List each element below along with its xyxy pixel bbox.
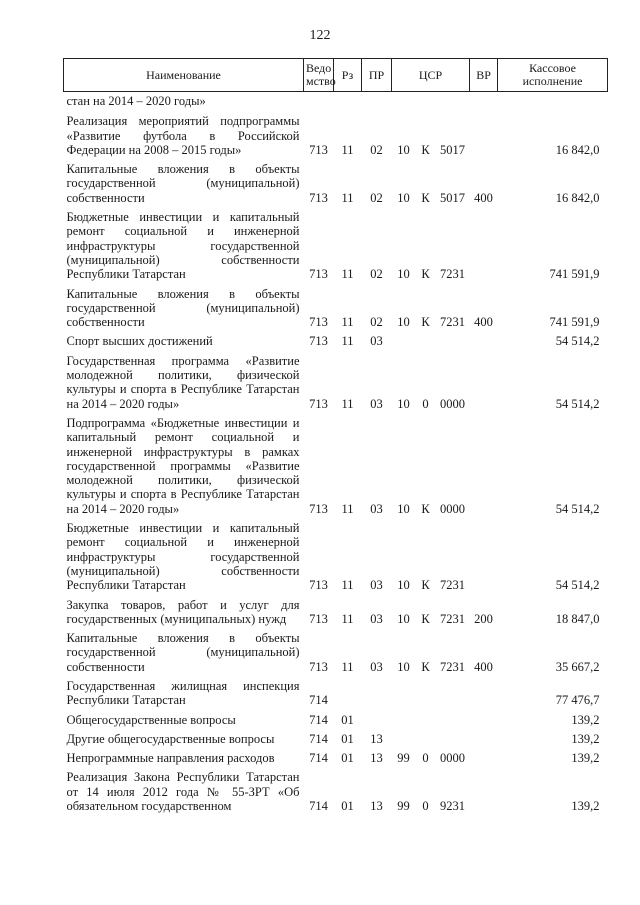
table-row	[64, 631, 608, 679]
row-name: Бюджетные инвестиции и капитальный ремонт социальной и инженерной инфраструктуры государственной (муниципальной) собственности Республики Татарстан	[66, 210, 300, 282]
row-amount: 16 842,0	[555, 142, 600, 157]
row-amount: 54 514,2	[555, 578, 600, 593]
table-row	[64, 679, 608, 713]
row-pr: 02	[370, 315, 383, 330]
row-name: Спорт высших достижений	[66, 334, 213, 349]
row-csr-program: 10	[397, 611, 410, 626]
row-vr: 400	[474, 190, 493, 205]
row-amount: 54 514,2	[555, 501, 600, 516]
row-amount: 741 591,9	[549, 315, 600, 330]
row-vr: 400	[474, 315, 493, 330]
table-row	[64, 162, 608, 210]
row-ved: 713	[309, 578, 328, 593]
row-pr: 03	[370, 334, 383, 349]
row-amount: 54 514,2	[555, 396, 600, 411]
table-header-row	[64, 59, 608, 92]
row-name: Капитальные вложения в объекты государственной (муниципальной) собственности	[66, 286, 300, 330]
row-amount: 139,2	[571, 712, 600, 727]
row-rz: 11	[341, 267, 354, 282]
row-csr-program: 99	[397, 799, 410, 814]
row-csr-subprogram: К	[421, 578, 430, 593]
row-csr-subprogram	[416, 713, 436, 732]
row-csr-program	[392, 713, 416, 732]
row-amount: 139,2	[571, 731, 600, 746]
row-rz: 11	[341, 396, 354, 411]
row-ved: 713	[309, 611, 328, 626]
row-ved: 713	[309, 334, 328, 349]
row-csr-direction: 9231	[440, 799, 466, 814]
row-name: Закупка товаров, работ и услуг для государственных (муниципальных) нужд	[66, 597, 300, 626]
row-ved: 713	[309, 267, 328, 282]
header-amount: Кассовое исполнение	[498, 59, 608, 92]
row-name: Общегосударственные вопросы	[66, 712, 236, 727]
row-vr: 400	[474, 659, 493, 674]
row-csr-direction	[436, 679, 470, 713]
row-vr	[470, 751, 498, 770]
row-amount: 18 847,0	[555, 611, 600, 626]
row-rz: 01	[341, 751, 354, 766]
table-row	[64, 770, 608, 818]
row-csr-program: 10	[397, 267, 410, 282]
row-csr-subprogram: 0	[422, 799, 429, 814]
row-csr-subprogram	[416, 92, 436, 115]
row-ved: 713	[309, 315, 328, 330]
row-csr-subprogram: К	[421, 501, 430, 516]
row-csr-program: 10	[397, 659, 410, 674]
row-rz: 11	[341, 578, 354, 593]
row-csr-subprogram: К	[421, 315, 430, 330]
row-ved: 714	[309, 799, 328, 814]
row-amount: 741 591,9	[549, 267, 600, 282]
row-csr-program	[392, 92, 416, 115]
table-row	[64, 713, 608, 732]
row-pr: 03	[370, 578, 383, 593]
row-vr	[470, 416, 498, 521]
row-pr: 13	[370, 731, 383, 746]
row-pr: 13	[370, 799, 383, 814]
row-csr-direction: 7231	[440, 267, 466, 282]
table-row	[64, 92, 608, 115]
row-rz: 11	[341, 315, 354, 330]
table-row	[64, 732, 608, 751]
row-ved: 714	[309, 712, 328, 727]
row-name: Капитальные вложения в объекты государственной (муниципальной) собственности	[66, 162, 300, 205]
row-vr	[470, 521, 498, 597]
row-amount: 54 514,2	[555, 334, 600, 349]
table-row	[64, 598, 608, 632]
row-rz: 11	[341, 142, 354, 157]
row-pr	[362, 679, 392, 713]
row-rz: 01	[341, 731, 354, 746]
row-csr-direction: 7231	[440, 659, 466, 674]
row-csr-program	[392, 679, 416, 713]
table-row	[64, 334, 608, 353]
row-pr: 03	[370, 501, 383, 516]
row-csr-subprogram	[416, 732, 436, 751]
header-name: Наименование	[64, 59, 304, 92]
table-row	[64, 287, 608, 335]
row-rz: 11	[341, 659, 354, 674]
row-rz: 11	[341, 334, 354, 349]
row-name: Государственная программа «Развитие молодежной политики, физической культуры и спорта в Республике Татарстан на 2014 – 2020 годы»	[66, 353, 300, 411]
row-vr	[470, 679, 498, 713]
row-amount: 35 667,2	[555, 659, 600, 674]
row-csr-subprogram: 0	[422, 396, 429, 411]
header-pr: ПР	[362, 59, 392, 92]
row-ved: 713	[309, 659, 328, 674]
row-ved: 713	[309, 142, 328, 157]
row-rz: 01	[341, 799, 354, 814]
row-pr: 02	[370, 142, 383, 157]
row-amount: 139,2	[571, 799, 600, 814]
table-row	[64, 210, 608, 286]
budget-execution-table	[63, 58, 608, 818]
header-ved: Ведо мство	[304, 59, 334, 92]
row-name: Непрограммные направления расходов	[66, 751, 275, 766]
row-rz: 11	[341, 611, 354, 626]
table-row	[64, 416, 608, 521]
row-vr	[470, 210, 498, 286]
row-rz: 01	[341, 712, 354, 727]
header-rz: Рз	[334, 59, 362, 92]
row-pr	[362, 92, 392, 115]
row-vr: 200	[474, 611, 493, 626]
row-name: Капитальные вложения в объекты государственной (муниципальной) собственности	[66, 631, 300, 674]
table-row	[64, 521, 608, 597]
row-csr-subprogram: К	[421, 611, 430, 626]
row-vr	[470, 92, 498, 115]
row-csr-program	[392, 732, 416, 751]
row-pr: 03	[370, 659, 383, 674]
row-rz	[334, 679, 362, 713]
row-csr-direction	[436, 334, 470, 353]
row-csr-direction: 7231	[440, 578, 466, 593]
row-rz: 11	[341, 501, 354, 516]
row-ved: 713	[309, 501, 328, 516]
header-csr: ЦСР	[392, 59, 470, 92]
table-row	[64, 114, 608, 162]
row-csr-direction	[436, 732, 470, 751]
row-vr	[470, 334, 498, 353]
row-csr-subprogram	[416, 679, 436, 713]
row-pr: 03	[370, 611, 383, 626]
row-csr-direction: 7231	[440, 315, 466, 330]
row-amount: 139,2	[571, 751, 600, 766]
table-row	[64, 751, 608, 770]
row-csr-direction	[436, 713, 470, 732]
table-row	[64, 354, 608, 416]
row-ved: 713	[309, 190, 328, 205]
row-csr-direction: 5017	[440, 142, 466, 157]
row-csr-subprogram: 0	[422, 751, 429, 766]
row-csr-direction: 5017	[440, 190, 466, 205]
row-csr-direction: 0000	[440, 396, 466, 411]
row-vr	[470, 114, 498, 162]
row-name: Реализация Закона Республики Татарстан от 14 июля 2012 года № 55-ЗРТ «Об обязательном государственном	[66, 770, 300, 814]
row-csr-direction: 0000	[440, 751, 466, 766]
row-pr	[362, 713, 392, 732]
row-vr	[470, 732, 498, 751]
row-name: Реализация мероприятий подпрограммы «Развитие футбола в Российской Федерации на 2008 – 2015 годы»	[66, 114, 300, 157]
row-csr-direction: 7231	[440, 611, 466, 626]
row-rz	[334, 92, 362, 115]
row-ved	[304, 92, 334, 115]
row-name: Бюджетные инвестиции и капитальный ремонт социальной и инженерной инфраструктуры государственной (муниципальной) собственности Республики Татарстан	[66, 521, 300, 593]
row-csr-program: 10	[397, 578, 410, 593]
row-csr-program: 10	[397, 190, 410, 205]
header-vr: ВР	[470, 59, 498, 92]
row-ved: 714	[309, 731, 328, 746]
row-csr-program: 10	[397, 315, 410, 330]
page-number: 122	[309, 28, 331, 43]
row-pr: 03	[370, 396, 383, 411]
row-vr	[470, 713, 498, 732]
row-csr-program	[392, 334, 416, 353]
row-csr-subprogram: К	[421, 267, 430, 282]
row-csr-subprogram: К	[421, 190, 430, 205]
row-name: Государственная жилищная инспекция Республики Татарстан	[66, 678, 300, 708]
row-csr-subprogram: К	[421, 659, 430, 674]
row-csr-program: 10	[397, 501, 410, 516]
row-amount	[498, 92, 608, 115]
row-csr-program: 10	[397, 396, 410, 411]
row-ved: 713	[309, 396, 328, 411]
row-vr	[470, 354, 498, 416]
row-csr-subprogram	[416, 334, 436, 353]
row-ved: 714	[309, 751, 328, 766]
row-csr-subprogram: К	[421, 142, 430, 157]
row-vr	[470, 770, 498, 818]
row-csr-direction: 0000	[440, 501, 466, 516]
row-csr-program: 10	[397, 142, 410, 157]
row-name: Подпрограмма «Бюджетные инвестиции и капитальный ремонт социальной и инженерной инфраструктуры в рамках государственной программы «Развитие молодежной политики, физической культуры и спорта в Республике Татарстан на 2014 – 2020 годы»	[66, 415, 300, 516]
row-pr: 02	[370, 267, 383, 282]
row-name: Другие общегосударственные вопросы	[66, 731, 275, 746]
row-csr-program: 99	[397, 751, 410, 766]
row-csr-direction	[436, 92, 470, 115]
row-pr: 13	[370, 751, 383, 766]
row-amount: 16 842,0	[555, 190, 600, 205]
row-amount: 77 476,7	[555, 693, 600, 708]
row-name: стан на 2014 – 2020 годы»	[66, 94, 206, 108]
row-ved: 714	[309, 693, 328, 708]
row-pr: 02	[370, 190, 383, 205]
row-rz: 11	[341, 190, 354, 205]
